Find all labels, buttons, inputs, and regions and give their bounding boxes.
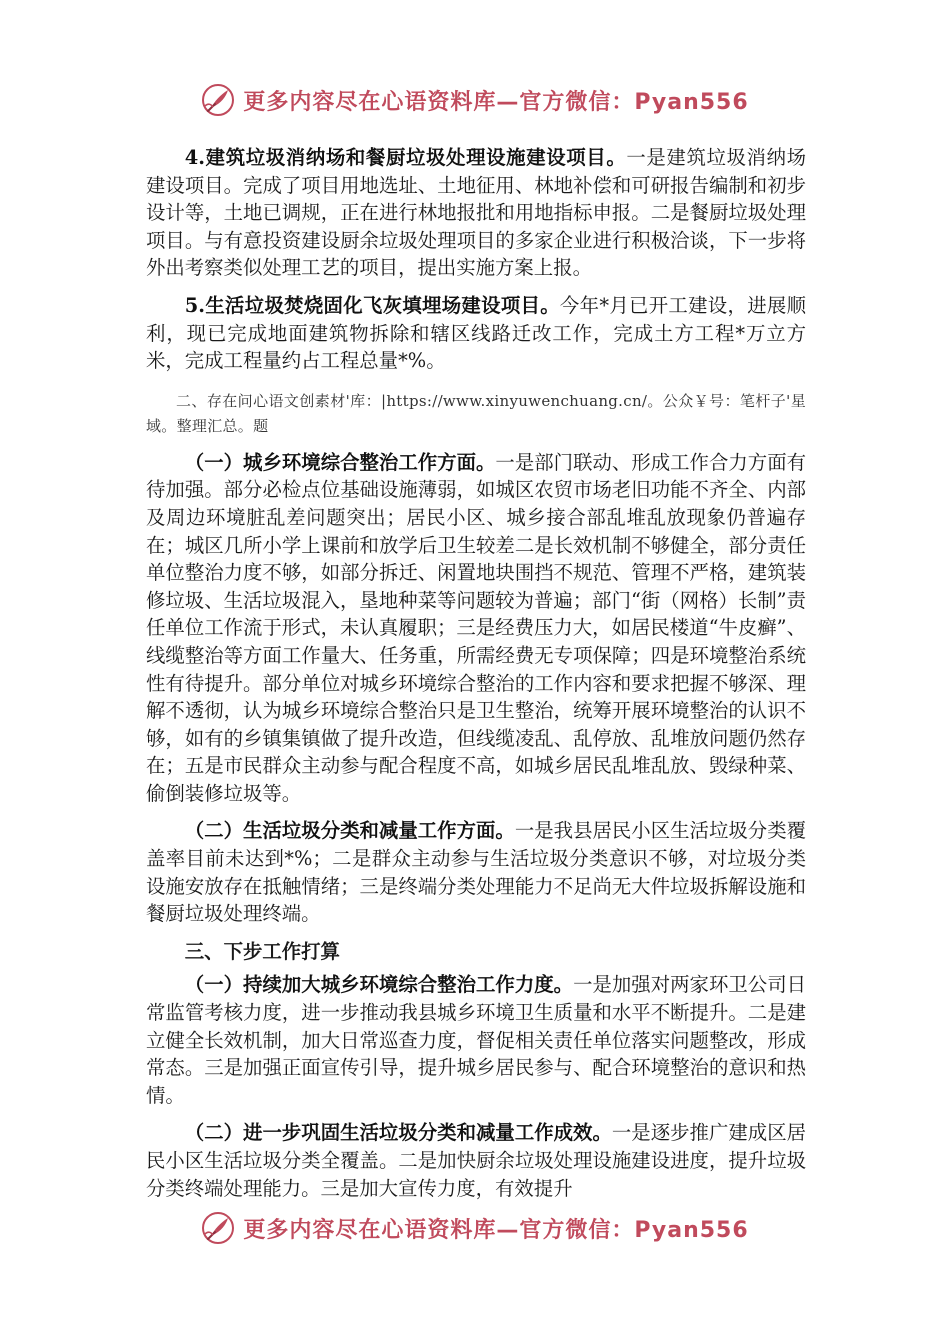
- paragraph-text: 一是加强对两家环卫公司日常监管考核力度，进一步推动我县城乡环境卫生质量和水平不断提升。二是建立健全长效机制，加大日常巡查力度，督促相关责任单位落实问题整改，形成常态。三是加强正面宣传引导，提升城乡居民参与、配合环境整治的意识和热情。: [146, 973, 806, 1107]
- paragraph-construction-waste: [146, 144, 806, 282]
- paragraph-lead: （二）进一步巩固生活垃圾分类和减量工作成效。: [184, 1121, 612, 1145]
- paragraph-waste-sorting-issues: [146, 817, 806, 927]
- feather-pen-icon: [201, 1211, 235, 1245]
- paragraph-lead: （二）生活垃圾分类和减量工作方面。: [184, 819, 515, 843]
- watermark-footer: [0, 1206, 950, 1250]
- watermark-text: 更多内容尽在心语资料库—官方微信：Pyan556: [243, 1217, 749, 1243]
- section-heading-problems: [146, 389, 806, 439]
- paragraph-text: 今年*月已开工建设，进展顺利，现已完成地面建筑物拆除和辖区线路迁改工作，完成土方工程*万立方米，完成工程量约占工程总量*%。: [146, 293, 806, 373]
- paragraph-next-waste-sorting: [146, 1119, 806, 1202]
- paragraph-text: 一是建筑垃圾消纳场建设项目。完成了项目用地选址、土地征用、林地补偿和可研报告编制和初步设计等，土地已调规，正在进行林地报批和用地指标申报。二是餐厨垃圾处理项目。与有意投资建设厨余垃圾处理项目的多家企业进行积极洽谈，下一步将外出考察类似处理工艺的项目，提出实施方案上报。: [146, 146, 807, 280]
- paragraph-next-urban-rural: [146, 971, 806, 1109]
- paragraph-lead: （一）持续加大城乡环境综合整治工作力度。: [184, 973, 574, 997]
- paragraph-urban-rural-issues: [146, 449, 806, 808]
- paragraph-text: 一是我县居民小区生活垃圾分类覆盖率目前未达到*%；二是群众主动参与生活垃圾分类意识不够，对垃圾分类设施安放存在抵触情绪；三是终端分类处理能力不足尚无大件垃圾拆解设施和餐厨垃圾处理终端。: [146, 819, 807, 926]
- paragraph-lead: （一）城乡环境综合整治工作方面。: [184, 450, 496, 474]
- section-heading-next-steps: 三、下步工作打算: [184, 939, 340, 963]
- watermark-header: [0, 78, 950, 122]
- feather-pen-icon: [201, 83, 235, 117]
- paragraph-lead: 5.生活垃圾焚烧固化飞灰填埋场建设项目。: [184, 293, 560, 317]
- paragraph-fly-ash-landfill: [146, 292, 806, 375]
- paragraph-text: 一是部门联动、形成工作合力方面有待加强。部分必检点位基础设施薄弱，如城区农贸市场老旧功能不齐全、内部及周边环境脏乱差问题突出；居民小区、城乡接合部乱堆乱放现象仍普遍存在；城区几所小学上课前和放学后卫生较差二是长效机制不够健全，部分责任单位整治力度不够，如部分拆迁、闲置地块围挡不规范、管理不严格，建筑装修垃圾、生活垃圾混入，垦地种菜等问题较为普遍；部门“街（网格）长制”责任单位工作流于形式，未认真履职；三是经费压力大，如居民楼道“牛皮癣”、线缆整治等方面工作量大、任务重，所需经费无专项保障；四是环境整治系统性有待提升。部分单位对城乡环境综合整治的工作内容和要求把握不够深、理解不透彻，认为城乡环境综合整治只是卫生整治，统筹开展环境整治的认识不够，如有的乡镇集镇做了提升改造，但线缆凌乱、乱停放、乱堆放问题仍然存在；五是市民群众主动参与配合程度不高，如城乡居民乱堆乱放、毁绿种菜、偷倒装修垃圾等。: [146, 450, 807, 805]
- watermark-text: 更多内容尽在心语资料库—官方微信：Pyan556: [243, 89, 749, 115]
- paragraph-lead: 4.建筑垃圾消纳场和餐厨垃圾处理设施建设项目。: [184, 146, 627, 169]
- paragraph-text: 一是逐步推广建成区居民小区生活垃圾分类全覆盖。二是加快厨余垃圾处理设施建设进度，提升垃圾分类终端处理能力。三是加大宣传力度，有效提升: [146, 1121, 807, 1200]
- paragraph-text: 二、存在问心语文创素材'库：|https://www.xinyuwenchuang.cn/。公众￥号：笔杆子'星域。整理汇总。题: [146, 391, 806, 435]
- document-body: [146, 144, 806, 1202]
